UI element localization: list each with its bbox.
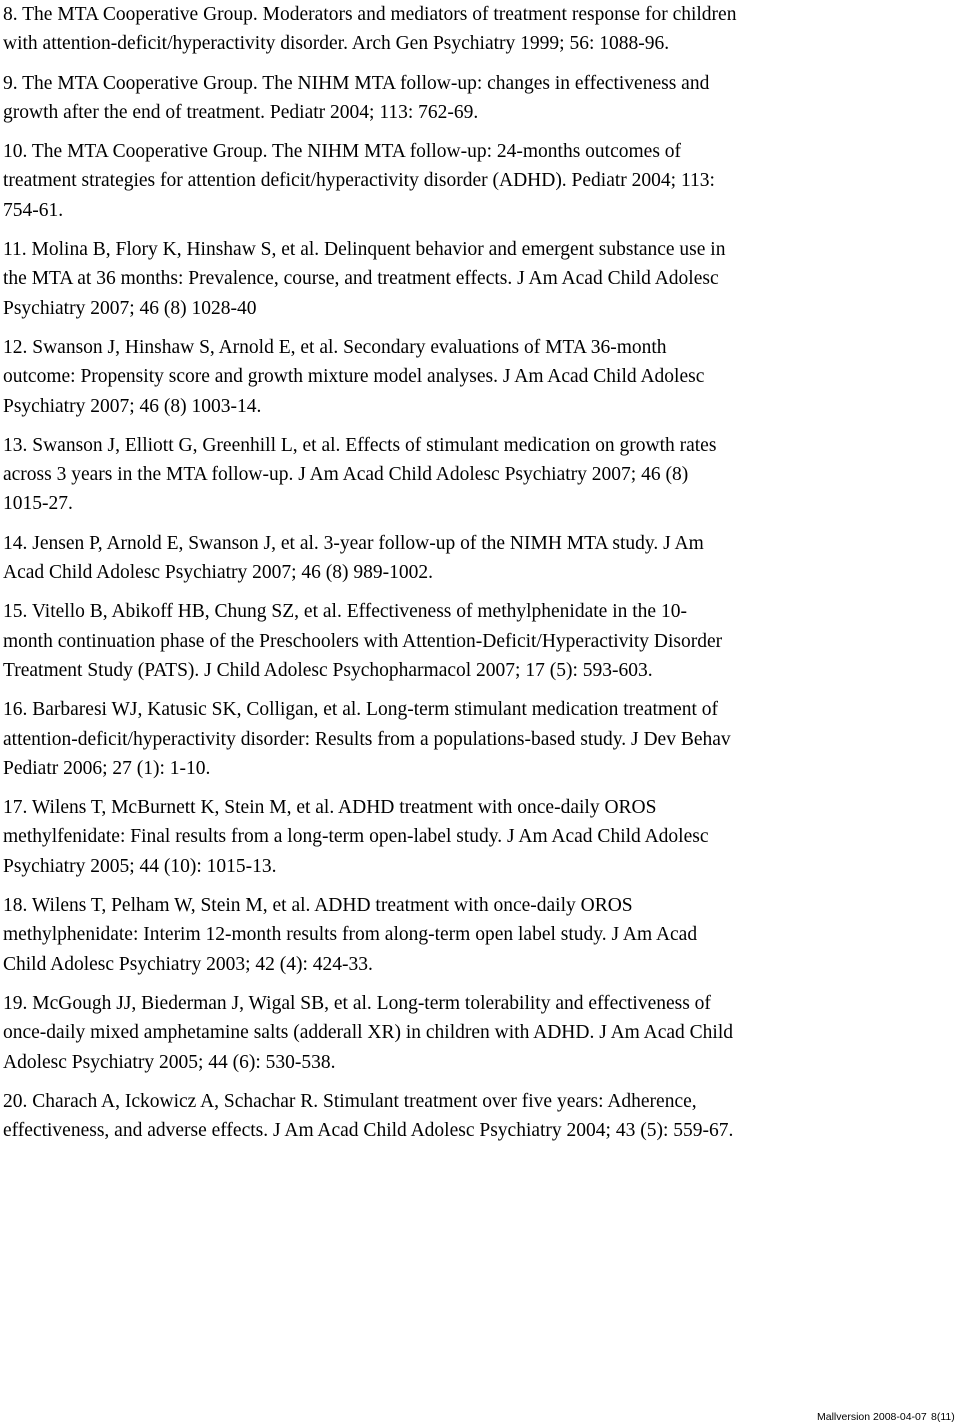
reference-line: effectiveness, and adverse effects. J Am Acad Child Adolesc Psychiatry 2004; 43 (5): 559-67.	[3, 1120, 734, 1142]
reference-item	[3, 1087, 953, 1146]
reference-line: Acad Child Adolesc Psychiatry 2007; 46 (8) 989-1002.	[3, 562, 434, 584]
reference-line: attention-deficit/hyperactivity disorder: Results from a populations-based study. J Dev Behav	[3, 728, 731, 750]
reference-line: 754-61.	[3, 199, 64, 221]
reference-line: Psychiatry 2005; 44 (10): 1015-13.	[3, 855, 277, 877]
reference-line: 1015-27.	[3, 493, 73, 515]
reference-item	[3, 597, 953, 685]
reference-line: 17. Wilens T, McBurnett K, Stein M, et al. ADHD treatment with once-daily OROS	[3, 797, 657, 819]
reference-line: Treatment Study (PATS). J Child Adolesc Psychopharmacol 2007; 17 (5): 593-603.	[3, 659, 653, 681]
reference-line: 19. McGough JJ, Biederman J, Wigal SB, et al. Long-term tolerability and effectiveness of	[3, 992, 711, 1014]
reference-line: 8. The MTA Cooperative Group. Moderators and mediators of treatment response for children	[3, 4, 737, 25]
reference-list	[3, 0, 953, 1155]
reference-line: methylfenidate: Final results from a long-term open-label study. J Am Acad Child Adolesc	[3, 826, 709, 848]
reference-item	[3, 69, 953, 128]
reference-line: month continuation phase of the Preschoolers with Attention-Deficit/Hyperactivity Disorder	[3, 630, 723, 652]
reference-line: Psychiatry 2007; 46 (8) 1003-14.	[3, 395, 262, 417]
version-label: Mallversion 2008-04-07	[817, 1411, 927, 1423]
reference-item	[3, 891, 953, 979]
reference-line: 20. Charach A, Ickowicz A, Schachar R. Stimulant treatment over five years: Adherence,	[3, 1090, 697, 1112]
reference-item	[3, 137, 953, 225]
reference-line: Psychiatry 2007; 46 (8) 1028-40	[3, 297, 257, 319]
reference-line: 11. Molina B, Flory K, Hinshaw S, et al. Delinquent behavior and emergent substance use in	[3, 239, 726, 261]
reference-item	[3, 0, 953, 59]
reference-line: Child Adolesc Psychiatry 2003; 42 (4): 424-33.	[3, 953, 373, 975]
reference-line: treatment strategies for attention deficit/hyperactivity disorder (ADHD). Pediatr 2004; 113:	[3, 170, 715, 192]
reference-line: Pediatr 2006; 27 (1): 1-10.	[3, 757, 211, 779]
reference-line: with attention-deficit/hyperactivity disorder. Arch Gen Psychiatry 1999; 56: 1088-96.	[3, 33, 670, 55]
reference-line: outcome: Propensity score and growth mixture model analyses. J Am Acad Child Adolesc	[3, 366, 705, 388]
page-footer	[0, 1410, 960, 1424]
reference-line: 9. The MTA Cooperative Group. The NIHM MTA follow-up: changes in effectiveness and	[3, 72, 710, 94]
reference-line: 18. Wilens T, Pelham W, Stein M, et al. ADHD treatment with once-daily OROS	[3, 895, 633, 917]
reference-line: 15. Vitello B, Abikoff HB, Chung SZ, et al. Effectiveness of methylphenidate in the 10-	[3, 601, 687, 623]
reference-line: 14. Jensen P, Arnold E, Swanson J, et al. 3-year follow-up of the NIMH MTA study. J Am	[3, 532, 704, 554]
reference-item	[3, 529, 953, 588]
reference-item	[3, 431, 953, 519]
reference-line: 12. Swanson J, Hinshaw S, Arnold E, et al. Secondary evaluations of MTA 36-month	[3, 336, 667, 358]
reference-item	[3, 989, 953, 1077]
reference-line: 16. Barbaresi WJ, Katusic SK, Colligan, et al. Long-term stimulant medication treatment of	[3, 699, 719, 721]
page-number: 8(11)	[931, 1411, 955, 1423]
reference-line: 10. The MTA Cooperative Group. The NIHM MTA follow-up: 24-months outcomes of	[3, 141, 682, 163]
reference-item	[3, 793, 953, 881]
reference-item	[3, 333, 953, 421]
reference-item	[3, 235, 953, 323]
reference-line: growth after the end of treatment. Pediatr 2004; 113: 762-69.	[3, 101, 479, 123]
reference-line: methylphenidate: Interim 12-month results from along-term open label study. J Am Acad	[3, 924, 698, 946]
reference-item	[3, 695, 953, 783]
reference-line: across 3 years in the MTA follow-up. J Am Acad Child Adolesc Psychiatry 2007; 46 (8)	[3, 464, 689, 486]
reference-line: the MTA at 36 months: Prevalence, course, and treatment effects. J Am Acad Child Adolesc	[3, 268, 719, 290]
reference-line: 13. Swanson J, Elliott G, Greenhill L, et al. Effects of stimulant medication on growth rates	[3, 434, 717, 456]
reference-line: once-daily mixed amphetamine salts (adderall XR) in children with ADHD. J Am Acad Child	[3, 1022, 734, 1044]
reference-line: Adolesc Psychiatry 2005; 44 (6): 530-538.	[3, 1051, 336, 1073]
